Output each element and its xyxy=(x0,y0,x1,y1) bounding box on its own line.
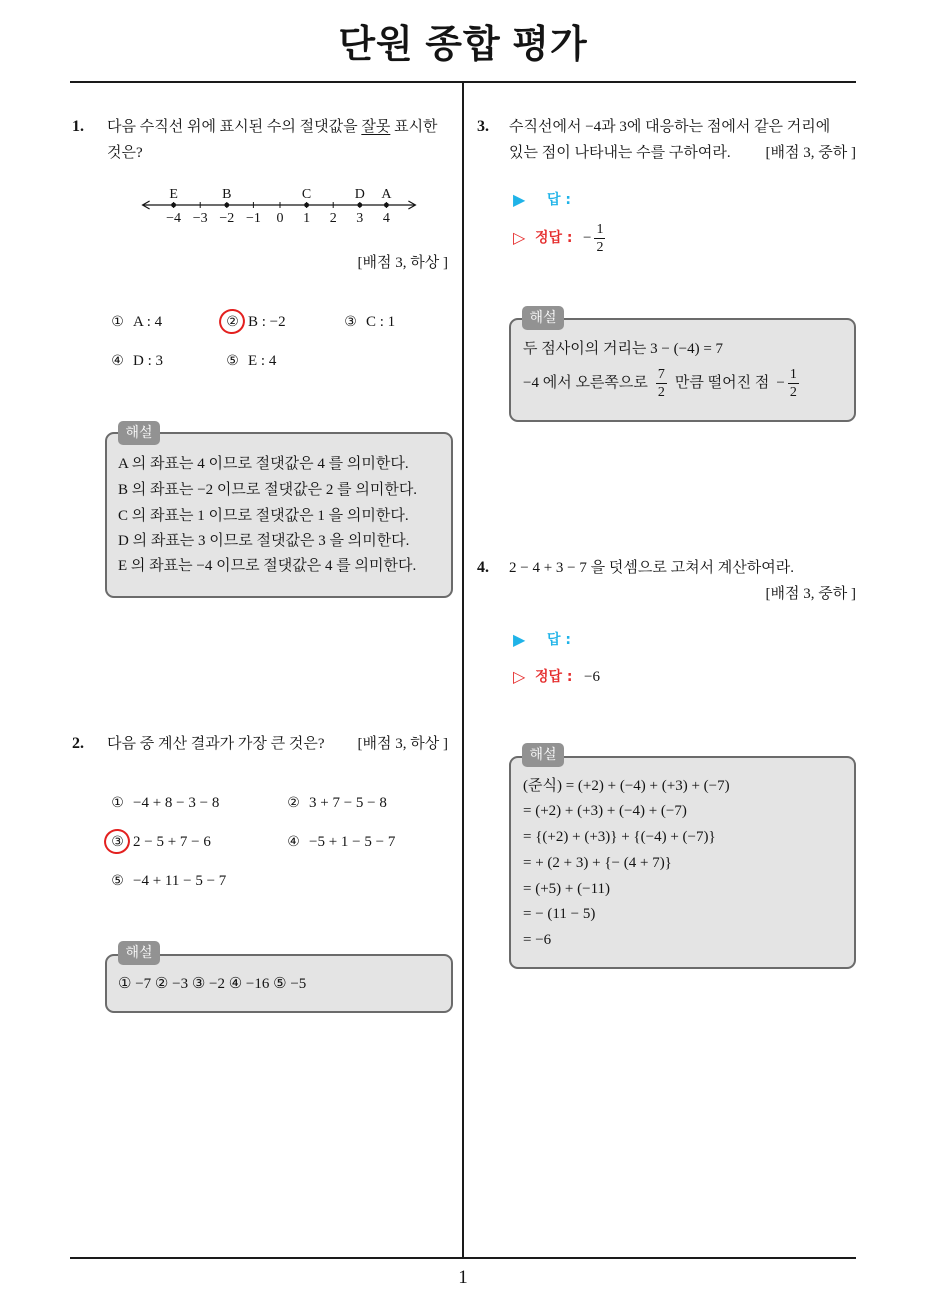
choice-1 xyxy=(110,793,219,813)
choice-text: 2 − 5 + 7 − 6 xyxy=(133,834,211,850)
question-text: 2 − 4 + 3 − 7 을 덧셈으로 고쳐서 계산하여라. xyxy=(509,560,794,576)
choice-number: ③ xyxy=(111,834,124,850)
answer-label: 답 : xyxy=(547,192,571,208)
question-text-line: 있는 점이 나타내는 수를 구하여라. xyxy=(509,145,731,161)
choice-2 xyxy=(286,793,387,813)
choice-text: C : 1 xyxy=(366,314,396,330)
choice-text: B : −2 xyxy=(248,314,286,330)
explanation-line: = (+5) + (−11) xyxy=(523,881,611,897)
minus-sign: − xyxy=(776,375,785,391)
explanation-text: 만큼 떨어진 점 xyxy=(674,375,770,391)
answer-label: 답 : xyxy=(547,632,571,648)
question-text-line: 것은? xyxy=(107,145,143,161)
footer-rule xyxy=(70,1257,856,1259)
score-tag: [배점 3, 하상 ] xyxy=(357,736,448,752)
point-label: E xyxy=(169,187,178,202)
choice-5 xyxy=(225,351,276,371)
choice-2 xyxy=(225,312,286,332)
explanation-line: B 의 좌표는 −2 이므로 절댓값은 2 를 의미한다. xyxy=(118,482,418,498)
choice-1 xyxy=(110,312,162,332)
tick-label: 1 xyxy=(303,211,311,226)
choice-number: ③ xyxy=(344,314,357,330)
tick-label: −4 xyxy=(166,211,182,226)
tick-label: 3 xyxy=(356,211,364,226)
question-text: 다음 수직선 위에 표시된 수의 절댓값을 xyxy=(107,119,362,135)
point-dot xyxy=(357,203,362,208)
choice-text: E : 4 xyxy=(248,353,277,369)
correct-answer-label: 정답 : xyxy=(535,230,573,246)
explanation-line: C 의 좌표는 1 이므로 절댓값은 1 을 의미한다. xyxy=(118,508,409,524)
answer-mark-circle xyxy=(101,826,133,858)
choice-number: ④ xyxy=(111,353,124,369)
choice-3 xyxy=(343,312,395,332)
fraction-denominator: 2 xyxy=(596,239,604,255)
explanation-line: A 의 좌표는 4 이므로 절댓값은 4 를 의미한다. xyxy=(118,456,409,472)
fraction-numerator: 1 xyxy=(596,221,604,237)
signed-fraction xyxy=(583,222,606,255)
point-dot xyxy=(171,203,176,208)
choice-text: −4 + 8 − 3 − 8 xyxy=(133,795,220,811)
fraction-numerator: 7 xyxy=(657,366,665,382)
explanation-line: = − (11 − 5) xyxy=(523,906,596,922)
point-label: C xyxy=(301,187,312,202)
point-label: B xyxy=(222,187,232,202)
explanation-line: (준식) = (+2) + (−4) + (+3) + (−7) xyxy=(523,778,730,794)
point-dot xyxy=(224,203,229,208)
choice-number: ① xyxy=(111,314,124,330)
point-dot xyxy=(384,203,389,208)
question-number: 2. xyxy=(72,735,84,752)
choice-text: −4 + 11 − 5 − 7 xyxy=(133,873,227,889)
explanation-text: −4 에서 오른쪽으로 xyxy=(523,375,648,391)
explanation-line: = (+2) + (+3) + (−4) + (−7) xyxy=(523,803,687,819)
choice-5 xyxy=(110,871,226,891)
tick-label: 2 xyxy=(329,211,337,226)
choice-3 xyxy=(110,832,211,852)
choice-number: ① xyxy=(111,795,124,811)
choice-text: D : 3 xyxy=(133,353,163,369)
explanation-line: E 의 좌표는 −4 이므로 절댓값은 4 를 의미한다. xyxy=(118,558,417,574)
correct-answer-triangle-icon: ▷ xyxy=(513,228,526,247)
question-text: 다음 중 계산 결과가 가장 큰 것은? xyxy=(107,736,325,752)
answer-mark-circle xyxy=(216,306,248,338)
choice-text: A : 4 xyxy=(133,314,163,330)
point-dot xyxy=(304,203,309,208)
point-label: D xyxy=(354,187,365,202)
choice-number: ② xyxy=(287,795,300,811)
answer-play-icon: ▶ xyxy=(513,190,526,209)
choice-number: ⑤ xyxy=(111,873,124,889)
explanation-tab: 해설 xyxy=(118,941,160,965)
answer-play-icon: ▶ xyxy=(513,630,526,649)
minus-sign: − xyxy=(583,230,592,246)
explanation-line: D 의 좌표는 3 이므로 절댓값은 3 을 의미한다. xyxy=(118,533,410,549)
explanation-line: 두 점사이의 거리는 3 − (−4) = 7 xyxy=(523,341,724,357)
signed-fraction xyxy=(776,367,799,400)
score-tag: [배점 3, 하상 ] xyxy=(357,255,448,271)
tick-label: 4 xyxy=(382,211,390,226)
choice-number: ⑤ xyxy=(226,353,239,369)
underlined-emphasis: 잘못 xyxy=(361,119,391,135)
column-divider xyxy=(462,83,464,1258)
correct-answer-triangle-icon: ▷ xyxy=(513,667,526,686)
explanation-tab: 해설 xyxy=(118,421,160,445)
tick-label: −3 xyxy=(192,211,208,226)
question-text-line xyxy=(107,117,438,137)
explanation-line: = −6 xyxy=(523,932,552,948)
fraction-denominator: 2 xyxy=(789,384,797,400)
fraction-numerator: 1 xyxy=(789,366,797,382)
correct-answer-value: −6 xyxy=(584,669,600,685)
explanation-line: ① −7 ② −3 ③ −2 ④ −16 ⑤ −5 xyxy=(118,976,307,992)
score-tag: [배점 3, 중하 ] xyxy=(765,586,856,602)
question-number: 4. xyxy=(477,559,489,576)
fraction xyxy=(656,367,667,400)
fraction xyxy=(788,367,799,400)
page-title: 단원 종합 평가 xyxy=(338,24,588,66)
explanation-line: = {(+2) + (+3)} + {(−4) + (−7)} xyxy=(523,829,716,845)
explanation-tab: 해설 xyxy=(522,306,564,330)
question-number: 1. xyxy=(72,118,84,135)
correct-answer-value xyxy=(583,218,606,258)
fraction xyxy=(594,222,605,255)
choice-number: ② xyxy=(226,314,239,330)
explanation-tab: 해설 xyxy=(522,743,564,767)
fraction-denominator: 2 xyxy=(657,384,665,400)
point-label: A xyxy=(381,187,392,202)
explanation-line xyxy=(523,363,800,403)
choice-text: 3 + 7 − 5 − 8 xyxy=(309,795,387,811)
question-number: 3. xyxy=(477,118,489,135)
choice-4 xyxy=(286,832,395,852)
explanation-line: = + (2 + 3) + {− (4 + 7)} xyxy=(523,855,672,871)
question-text: 표시한 xyxy=(390,119,438,135)
tick-label: −2 xyxy=(219,211,235,226)
question-text-line: 수직선에서 −4과 3에 대응하는 점에서 같은 거리에 xyxy=(509,119,831,135)
choice-text: −5 + 1 − 5 − 7 xyxy=(309,834,396,850)
tick-label: −1 xyxy=(245,211,261,226)
score-tag: [배점 3, 중하 ] xyxy=(765,145,856,161)
choice-number: ④ xyxy=(287,834,300,850)
choice-4 xyxy=(110,351,163,371)
correct-answer-label: 정답 : xyxy=(535,669,573,685)
number-line xyxy=(130,180,430,230)
tick-label: 0 xyxy=(276,211,284,226)
page-number: 1 xyxy=(458,1267,468,1288)
